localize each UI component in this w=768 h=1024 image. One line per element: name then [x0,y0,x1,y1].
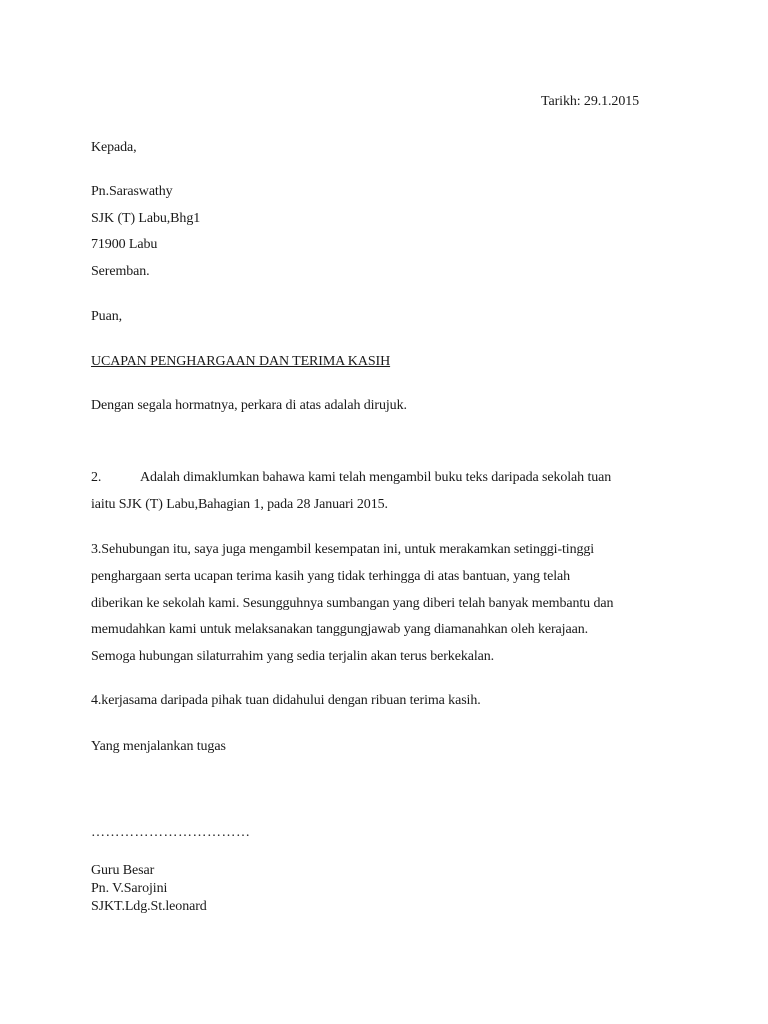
recipient-city: Seremban. [91,264,150,279]
recipient-name: Pn.Saraswathy [91,184,173,199]
paragraph-3-line: Semoga hubungan silaturrahim yang sedia terjalin akan terus berkekalan. [91,649,495,664]
paragraph-4: 4.kerjasama daripada pihak tuan didahului dengan ribuan terima kasih. [91,693,481,708]
recipient-school: SJK (T) Labu,Bhg1 [91,211,201,226]
closing: Yang menjalankan tugas [91,739,226,754]
greeting: Puan, [91,309,123,324]
signatory-title: Guru Besar [91,863,155,878]
paragraph-2-text: Adalah dimaklumkan bahawa kami telah mengambil buku teks daripada sekolah tuan [140,470,612,485]
signatory-school: SJKT.Ldg.St.leonard [91,899,207,914]
letter-date: Tarikh: 29.1.2015 [541,94,640,109]
salutation-to: Kepada, [91,140,137,155]
paragraph-3-line: diberikan ke sekolah kami. Sesungguhnya sumbangan yang diberi telah banyak membantu dan [91,596,614,611]
paragraph-2-number: 2. [91,470,102,485]
paragraph-2-line-1 [91,469,611,487]
paragraph-3-line: memudahkan kami untuk melaksanakan tanggungjawab yang diamanahkan oleh kerajaan. [91,622,588,637]
signatory-name: Pn. V.Sarojini [91,881,168,896]
paragraph-3-line: 3.Sehubungan itu, saya juga mengambil kesempatan ini, untuk merakamkan setinggi-tinggi [91,542,595,557]
signature-line: …………………………… [91,825,251,840]
opening-line: Dengan segala hormatnya, perkara di atas adalah dirujuk. [91,398,407,413]
letter-subject: UCAPAN PENGHARGAAN DAN TERIMA KASIH [91,354,391,369]
paragraph-3-line: penghargaan serta ucapan terima kasih yang tidak terhingga di atas bantuan, yang telah [91,569,571,584]
recipient-postcode: 71900 Labu [91,237,158,252]
paragraph-2-line-2: iaitu SJK (T) Labu,Bahagian 1, pada 28 Januari 2015. [91,497,388,512]
